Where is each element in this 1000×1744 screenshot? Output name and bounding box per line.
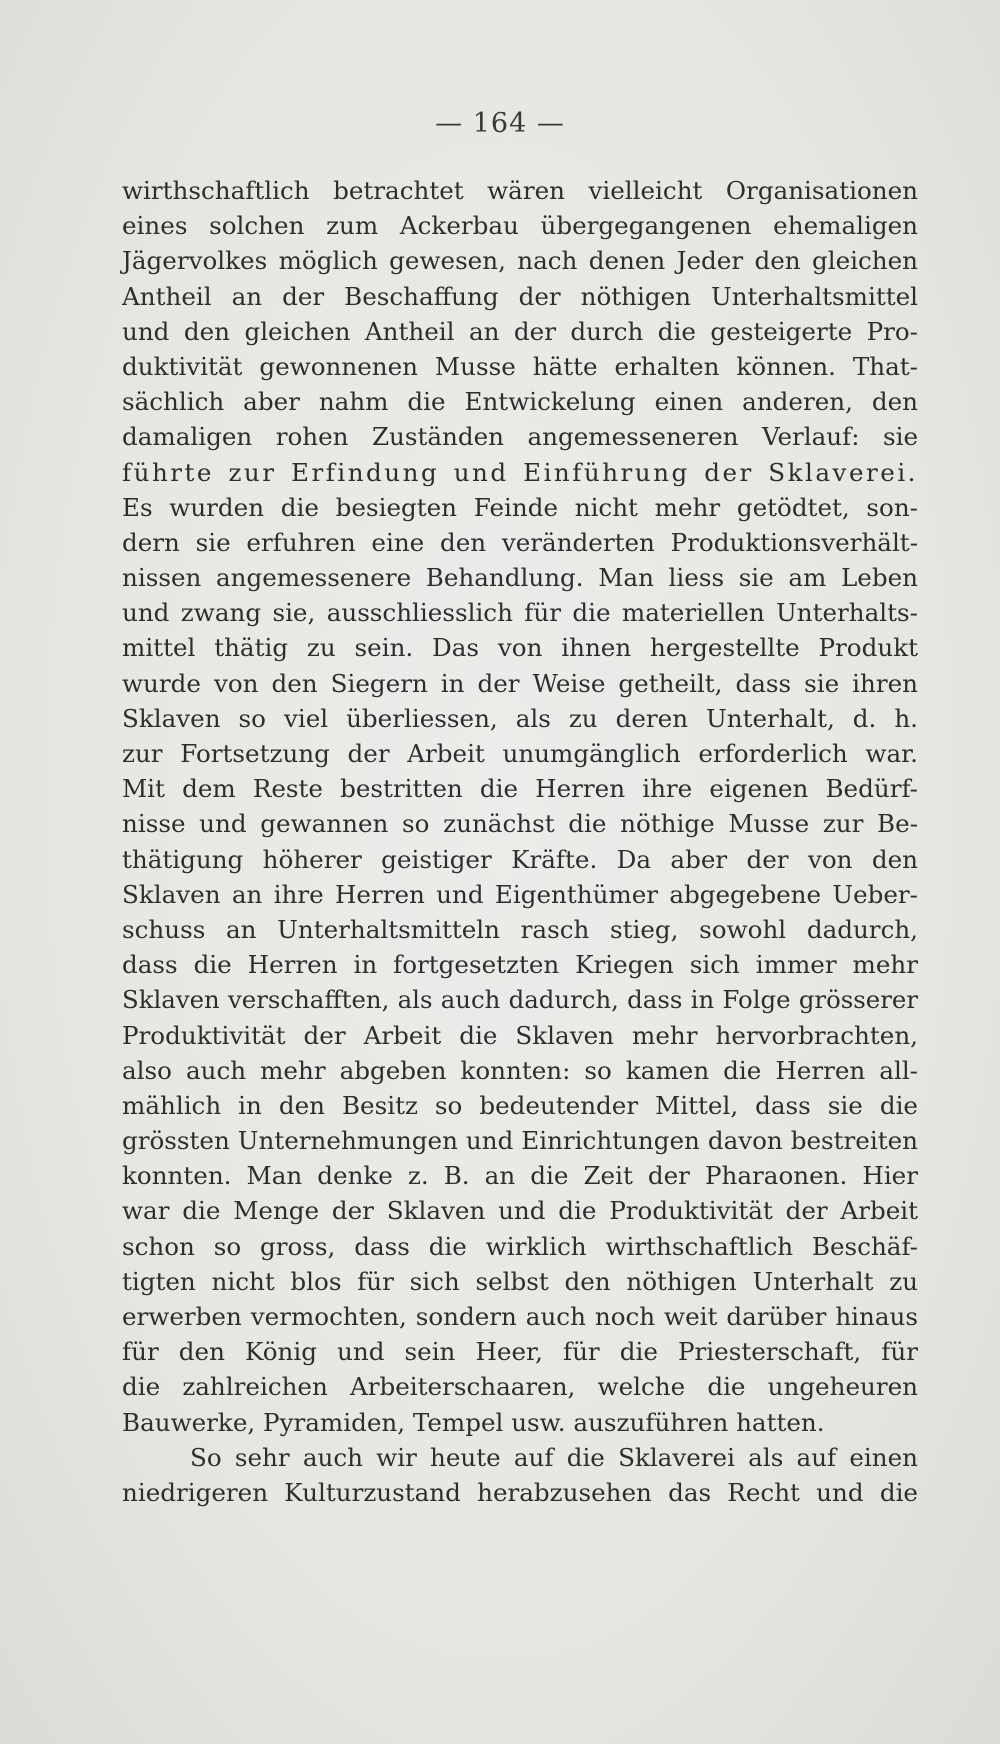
text-line: für den König und sein Heer, für die Priesterschaft, für xyxy=(122,1337,918,1367)
text-line: niedrigeren Kulturzustand herabzusehen das Recht und die xyxy=(122,1477,918,1507)
text-line: die zahlreichen Arbeiterschaaren, welche die ungeheuren xyxy=(122,1372,918,1402)
text-line: schuss an Unterhaltsmitteln rasch stieg, sowohl dadurch, xyxy=(122,914,918,944)
text-line: nisse und gewannen so zunächst die nöthige Musse zur Be- xyxy=(122,809,918,839)
text-line: sächlich aber nahm die Entwickelung einen anderen, den xyxy=(122,387,918,417)
text-line: Sklaven verschafften, als auch dadurch, dass in Folge grösserer xyxy=(122,985,918,1015)
text-line: thätigung höherer geistiger Kräfte. Da aber der von den xyxy=(122,844,918,874)
text-line: So sehr auch wir heute auf die Sklaverei als auf einen xyxy=(190,1442,918,1472)
text-line: also auch mehr abgeben konnten: so kamen die Herren all- xyxy=(122,1055,918,1085)
text-line: erwerben vermochten, sondern auch noch weit darüber hinaus xyxy=(122,1302,918,1331)
text-line: eines solchen zum Ackerbau übergegangenen ehemaligen xyxy=(122,211,918,241)
text-line: wurde von den Siegern in der Weise getheilt, dass sie ihren xyxy=(122,668,918,698)
text-line: Es wurden die besiegten Feinde nicht mehr getödtet, son- xyxy=(122,492,918,522)
body-text xyxy=(122,173,918,1510)
text-line: Produktivität der Arbeit die Sklaven mehr hervorbrachten, xyxy=(122,1020,918,1050)
text-line: dern sie erfuhren eine den veränderten Produktionsverhält- xyxy=(122,527,918,557)
text-line: konnten. Man denke z. B. an die Zeit der Pharaonen. Hier xyxy=(122,1161,918,1191)
text-line: schon so gross, dass die wirklich wirthschaftlich Beschäf- xyxy=(122,1231,918,1261)
text-line: Sklaven an ihre Herren und Eigenthümer abgegebene Ueber- xyxy=(122,879,918,909)
text-line: tigten nicht blos für sich selbst den nöthigen Unterhalt zu xyxy=(122,1266,918,1296)
text-line: damaligen rohen Zuständen angemesseneren Verlauf: sie xyxy=(122,422,918,452)
text-line: mählich in den Besitz so bedeutender Mittel, dass sie die xyxy=(122,1090,918,1120)
page-number: — 164 — xyxy=(435,108,565,139)
text-line: duktivität gewonnenen Musse hätte erhalten können. That- xyxy=(122,351,918,381)
text-line: und den gleichen Antheil an der durch die gesteigerte Pro- xyxy=(122,316,918,346)
text-line: Mit dem Reste bestritten die Herren ihre eigenen Bedürf- xyxy=(122,774,918,804)
text-line: Jägervolkes möglich gewesen, nach denen Jeder den gleichen xyxy=(122,246,918,276)
text-line: Sklaven so viel überliessen, als zu deren Unterhalt, d. h. xyxy=(122,703,918,733)
text-line: wirthschaftlich betrachtet wären vielleicht Organisationen xyxy=(122,176,918,205)
text-line: mittel thätig zu sein. Das von ihnen hergestellte Produkt xyxy=(122,633,918,663)
text-line: Bauwerke, Pyramiden, Tempel usw. auszuführen hatten. xyxy=(122,1407,825,1437)
text-line: führte zur Erfindung und Einführung der Sklaverei. xyxy=(122,457,918,487)
text-line: Antheil an der Beschaffung der nöthigen Unterhaltsmittel xyxy=(122,281,918,311)
text-line: und zwang sie, ausschliesslich für die materiellen Unterhalts- xyxy=(122,598,918,628)
text-line: nissen angemessenere Behandlung. Man liess sie am Leben xyxy=(122,563,918,593)
text-line: grössten Unternehmungen und Einrichtungen davon bestreiten xyxy=(122,1126,918,1156)
text-line: dass die Herren in fortgesetzten Kriegen sich immer mehr xyxy=(122,950,918,980)
text-line: zur Fortsetzung der Arbeit unumgänglich erforderlich war. xyxy=(122,739,918,768)
text-line: war die Menge der Sklaven und die Produktivität der Arbeit xyxy=(122,1196,918,1226)
